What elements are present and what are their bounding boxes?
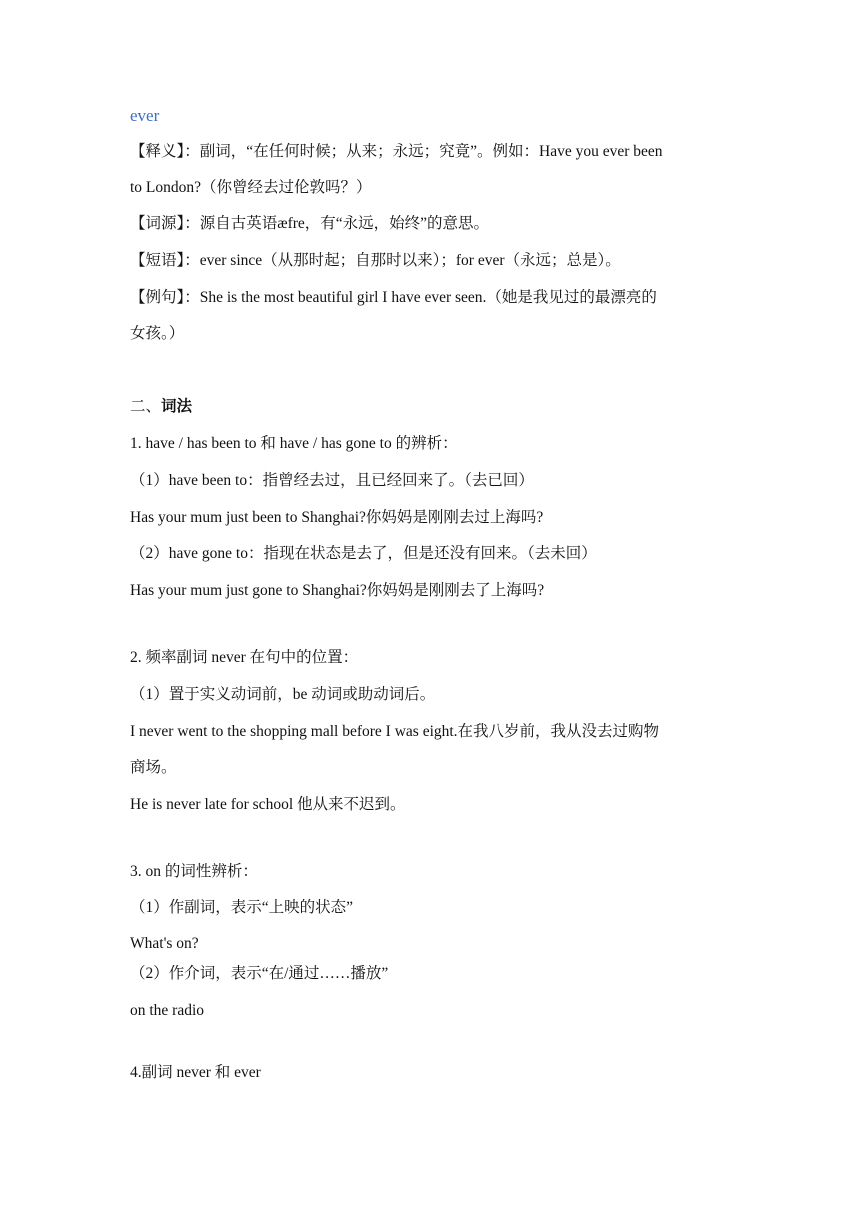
item4-title: 4.副词 never 和 ever — [130, 1064, 261, 1081]
item2-example-2: He is never late for school 他从来不迟到。 — [130, 796, 406, 813]
vocab-meaning-line-1: 【释义】：副词，“在任何时候；从来；永远；究竟”。例如：Have you ever been — [130, 143, 663, 160]
vocab-example-line-1: 【例句】：She is the most beautiful girl I have ever seen.（她是我见过的最漂亮的 — [130, 289, 657, 306]
item3-point-2: （2）作介词，表示“在/通过……播放” — [130, 965, 389, 982]
section-heading-number: 二、 — [130, 398, 162, 415]
vocab-phrases: 【短语】：ever since（从那时起；自那时以来）；for ever（永远；总是）。 — [130, 252, 621, 269]
section-heading — [130, 397, 192, 417]
item1-example-2: Has your mum just gone to Shanghai?你妈妈是刚刚去了上海吗? — [130, 582, 545, 599]
item3-example-2: on the radio — [130, 1002, 205, 1019]
item1-point-2: （2）have gone to：指现在状态是去了，但是还没有回来。（去未回） — [130, 545, 597, 562]
item3-example-1: What's on? — [130, 935, 199, 952]
vocab-word-title: ever — [130, 106, 160, 125]
item2-title: 2. 频率副词 never 在句中的位置： — [130, 649, 359, 666]
item3-point-1: （1）作副词，表示“上映的状态” — [130, 899, 354, 916]
item2-example-1b: 商场。 — [130, 759, 177, 776]
vocab-meaning-line-2: to London?（你曾经去过伦敦吗？） — [130, 179, 372, 196]
item1-title: 1. have / has been to 和 have / has gone to 的辨析： — [130, 435, 458, 452]
item1-point-1: （1）have been to：指曾经去过，且已经回来了。（去已回） — [130, 472, 534, 489]
vocab-etymology: 【词源】：源自古英语æfre，有“永远，始终”的意思。 — [130, 215, 490, 232]
item2-point-1: （1）置于实义动词前，be 动词或助动词后。 — [130, 686, 436, 703]
item3-title: 3. on 的词性辨析： — [130, 863, 258, 880]
item1-example-1: Has your mum just been to Shanghai?你妈妈是刚刚去过上海吗? — [130, 509, 544, 526]
section-heading-title: 词法 — [161, 398, 193, 415]
item2-example-1a: I never went to the shopping mall before I was eight.在我八岁前，我从没去过购物 — [130, 723, 660, 740]
vocab-example-line-2: 女孩。） — [130, 325, 185, 342]
